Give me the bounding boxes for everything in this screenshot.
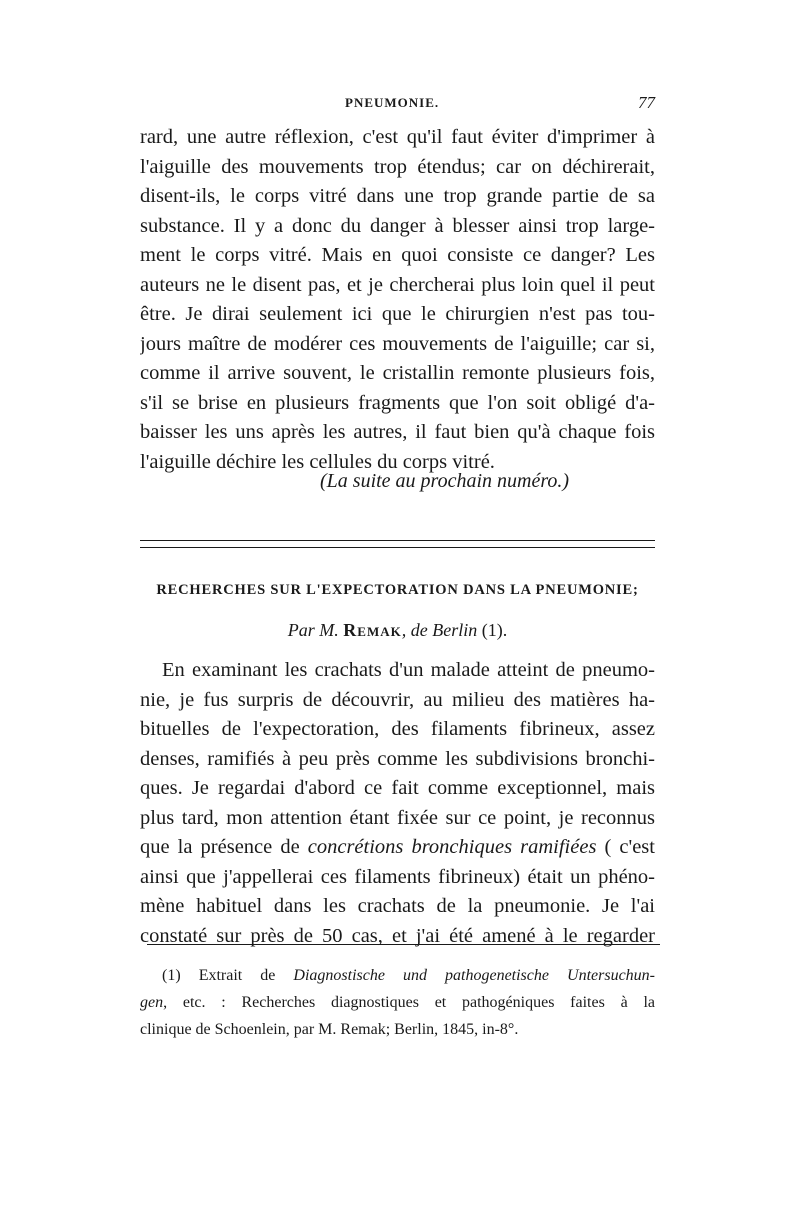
text-line: disent-ils, le corps vitré dans une trop grande partie de sa — [140, 185, 655, 207]
article-paragraph — [140, 656, 655, 951]
footnote-text: (1) Extrait de — [162, 967, 294, 984]
text-segment: que la présence de — [140, 836, 308, 858]
italic-term: concrétions bronchiques ramifiées — [307, 836, 597, 858]
text-line: ment le corps vitré. Mais en quoi consiste ce danger? Les — [140, 244, 655, 266]
text-line: rard, une autre réflexion, c'est qu'il faut éviter d'imprimer à — [140, 126, 655, 148]
text-line: mène habituel dans les crachats de la pneumonie. Je l'ai — [140, 895, 655, 917]
text-line: être. Je dirai seulement ici que le chirurgien n'est pas tou- — [140, 303, 655, 325]
text-line: ainsi que j'appellerai ces filaments fibrineux) était un phéno- — [140, 865, 655, 888]
text-line: bituelles de l'expectoration, des filaments fibrineux, assez — [140, 718, 655, 740]
text-line: nie, je fus surpris de découvrir, au milieu des matières ha- — [140, 688, 655, 711]
text-line: auteurs ne le disent pas, et je chercherai plus loin quel il peut — [140, 273, 655, 296]
to-be-continued: (La suite au prochain numéro.) — [320, 470, 570, 492]
footnote-line: clinique de Schoenlein, par M. Remak; Berlin, 1845, in-8°. — [140, 1021, 519, 1038]
footnote-italic: Diagnostische und pathogenetische Untersuchun- — [293, 967, 655, 984]
text-line: plus tard, mon attention étant fixée sur ce point, je reconnus — [140, 806, 655, 829]
footnote-text: , etc. : Recherches diagnostiques et pathogéniques faites à la — [163, 994, 655, 1011]
text-line: ques. Je regardai d'abord ce fait comme exceptionnel, mais — [140, 777, 655, 799]
text-line: l'aiguille des mouvements trop étendus; car on déchirerait, — [140, 155, 655, 178]
text-line: baisser les uns après les autres, il faut bien qu'à chaque fois — [140, 421, 655, 443]
continuation-paragraph — [140, 123, 655, 477]
byline-author: Remak — [343, 620, 402, 640]
footnote — [140, 962, 655, 1043]
text-line — [140, 833, 655, 863]
text-line: s'il se brise en plusieurs fragments que l'on soit obligé d'a- — [140, 391, 655, 414]
page-header — [140, 93, 655, 117]
text-segment: ( c'est — [596, 836, 655, 858]
byline — [140, 620, 655, 641]
byline-place: , de Berlin — [401, 620, 478, 640]
page-number: 77 — [638, 93, 655, 112]
text-line: substance. Il y a donc du danger à blesser ainsi trop large- — [140, 214, 655, 237]
section-divider — [140, 540, 655, 548]
running-head: PNEUMONIE. — [345, 95, 440, 110]
footnote-line — [140, 962, 655, 989]
text-line: jours maître de modérer ces mouvements de l'aiguille; car si, — [140, 332, 655, 355]
article-title: RECHERCHES SUR L'EXPECTORATION DANS LA PNEUMONIE; — [156, 582, 639, 598]
text-line: denses, ramifiés à peu près comme les subdivisions bronchi- — [140, 747, 655, 770]
byline-par: Par M. — [287, 620, 339, 640]
footnote-italic: gen — [140, 994, 164, 1011]
text-line: constaté sur près de 50 cas, et j'ai été amené à le regarder — [140, 924, 655, 947]
footnote-line — [140, 989, 655, 1016]
byline-note: (1). — [481, 620, 508, 640]
footnote-rule — [147, 944, 660, 945]
text-line: En examinant les crachats d'un malade atteint de pneumo- — [162, 659, 655, 681]
text-line: comme il arrive souvent, le cristallin remonte plusieurs fois, — [140, 362, 655, 384]
text-line: l'aiguille déchire les cellules du corps vitré. — [140, 450, 495, 473]
